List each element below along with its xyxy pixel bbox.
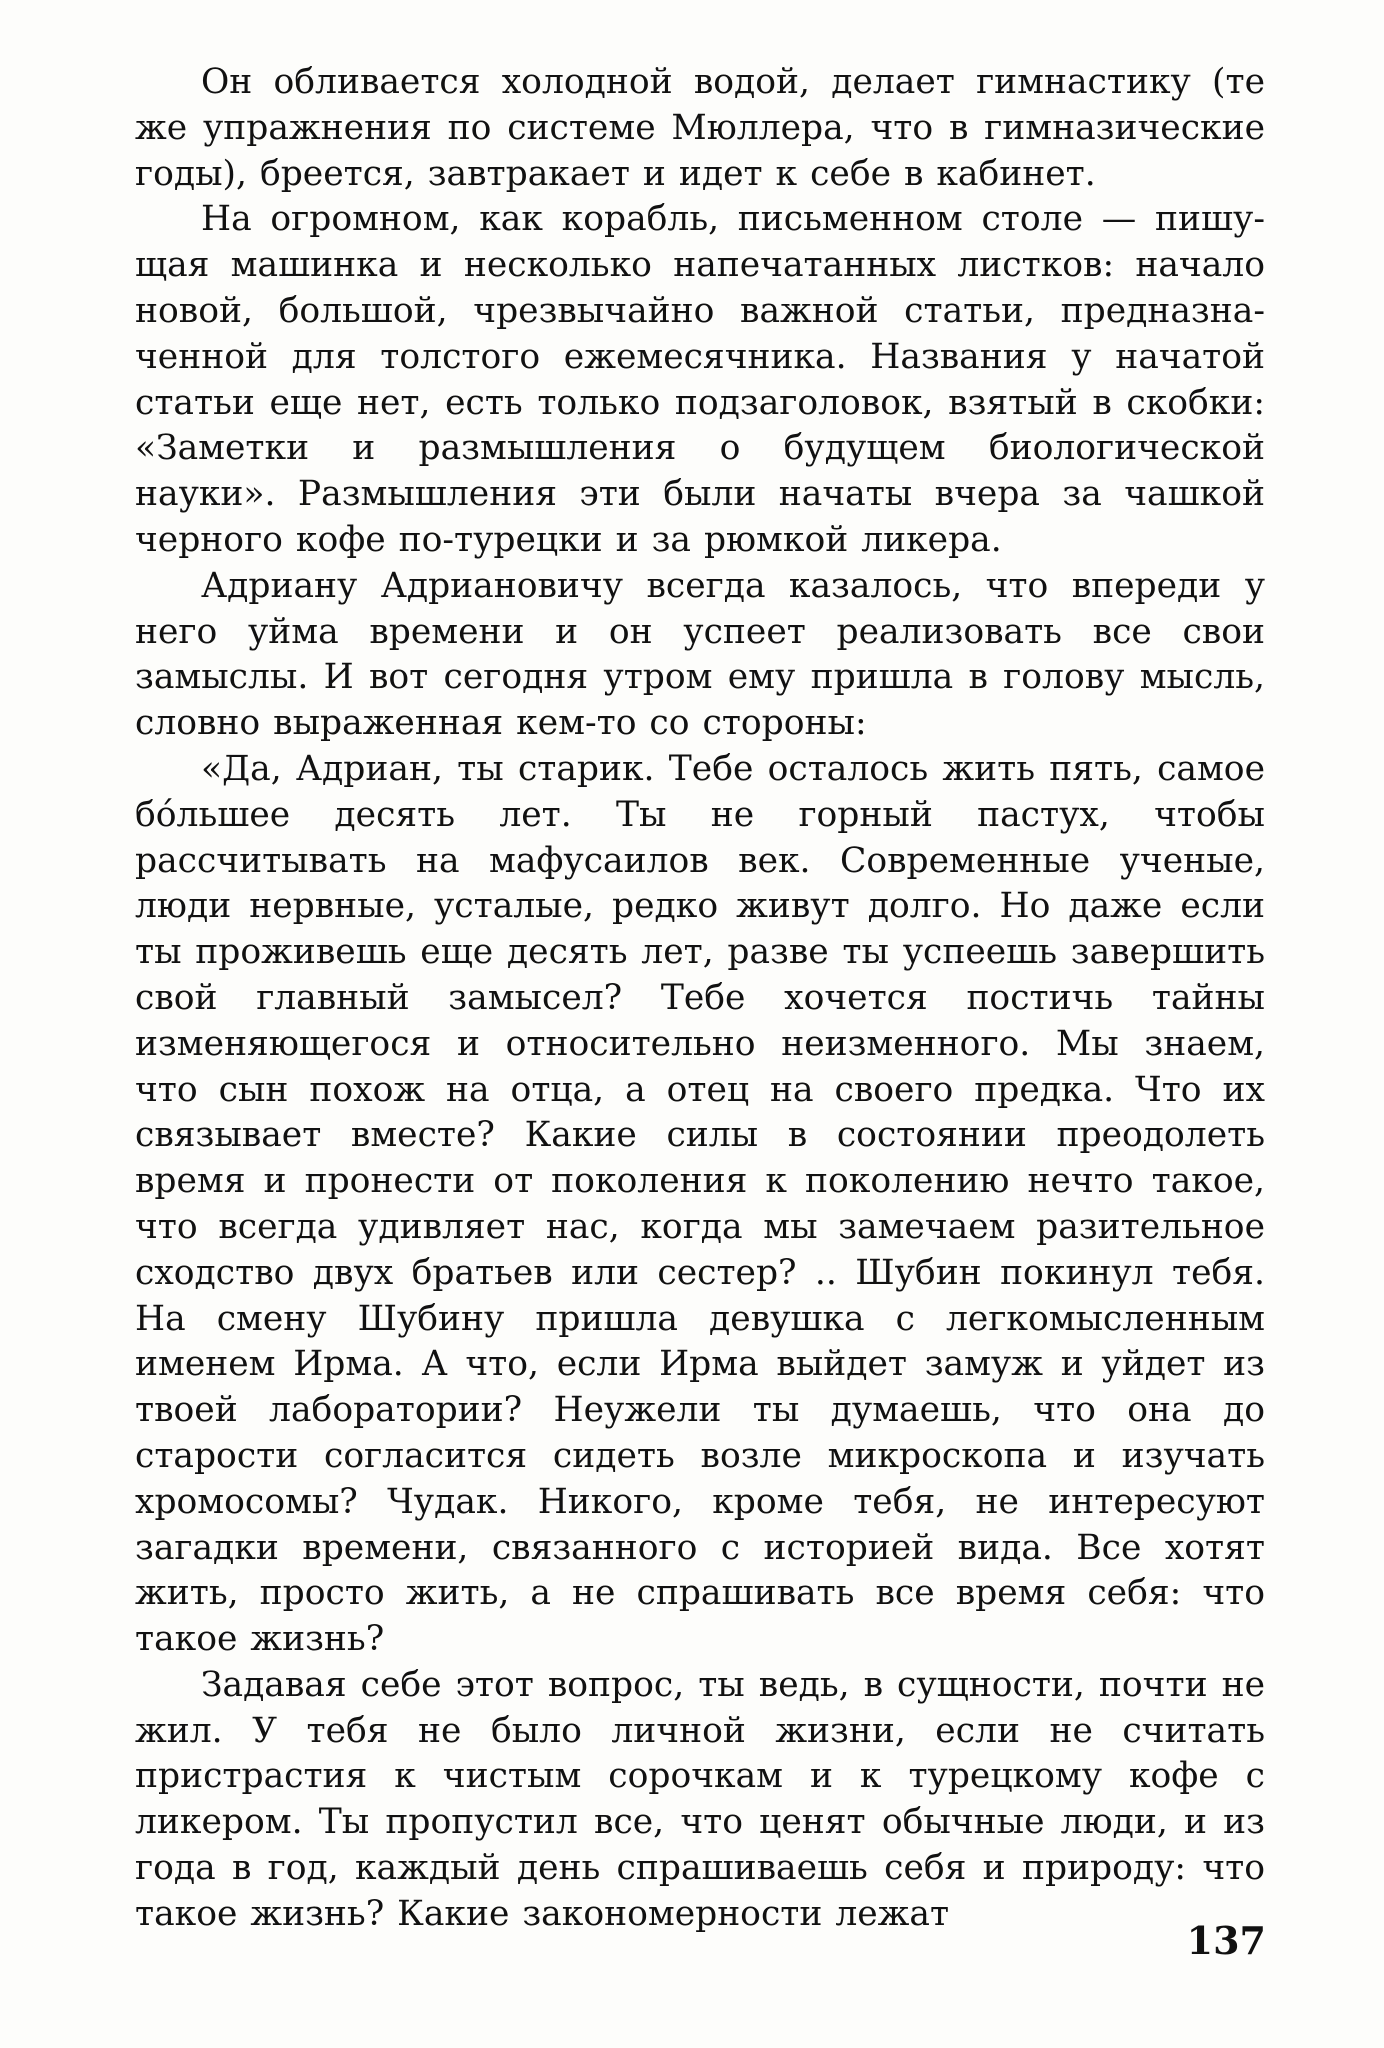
paragraph-2: На огромном, как корабль, письменном столе — пишущая машинка и несколько напечатанных листков: начало новой, большой, чрезвычайно важной статьи, предназначенной для толстого ежемесячника. Названия у начатой статьи еще нет, есть только подзаголовок, взятый в скобки: «Заметки и размышления о будущем биологической науки». Размышления эти были начаты вчера за чашкой черного кофе по-турецки и за рюмкой ликера. bbox=[135, 199, 1265, 560]
body-text bbox=[135, 60, 1265, 1938]
paragraph-4: «Да, Адриан, ты старик. Тебе осталось жить пять, самое бо́льшее десять лет. Ты не горный пастух, чтобы рассчитывать на мафусаилов век. Современные ученые, люди нервные, усталые, редко живут долго. Но даже если ты проживешь еще десять лет, разве ты успеешь завершить свой главный замысел? Тебе хочется постичь тайны изменяющегося и относительно неизменного. Мы знаем, что сын похож на отца, а отец на своего предка. Что их связывает вместе? Какие силы в состоянии преодолеть время и пронести от поколения к поколению нечто такое, что всегда удивляет нас, когда мы замечаем разительное сходство двух братьев или сестер? .. Шубин покинул тебя. На смену Шубину пришла девушка с легкомысленным именем Ирма. А что, если Ирма выйдет замуж и уйдет из твоей лаборатории? Неужели ты думаешь, что она до старости согласится сидеть возле микроскопа и изучать хромосомы? Чудак. Никого, кроме тебя, не интересуют загадки времени, связанного с историей вида. Все хотят жить, просто жить, а не спрашивать все время себя: что такое жизнь? bbox=[135, 748, 1265, 1660]
paragraph-3: Адриану Адриановичу всегда казалось, что впереди у него уйма времени и он успеет реализовать все свои замыслы. И вот сегодня утром ему пришла в голову мысль, словно выраженная кем-то со стороны: bbox=[135, 565, 1265, 744]
paragraph-1: Он обливается холодной водой, делает гимнастику (те же упражнения по системе Мюллера, что в гимназические годы), бреется, завтракает и идет к себе в кабинет. bbox=[135, 62, 1265, 194]
paragraph-5: Задавая себе этот вопрос, ты ведь, в сущности, почти не жил. У тебя не было личной жизни, если не считать пристрастия к чистым сорочкам и к турецкому кофе с ликером. Ты пропустил все, что ценят обычные люди, и из года в год, каждый день спрашиваешь себя и природу: что такое жизнь? Какие закономерности лежат bbox=[135, 1664, 1265, 1934]
page-number: 137 bbox=[1186, 1918, 1266, 1963]
